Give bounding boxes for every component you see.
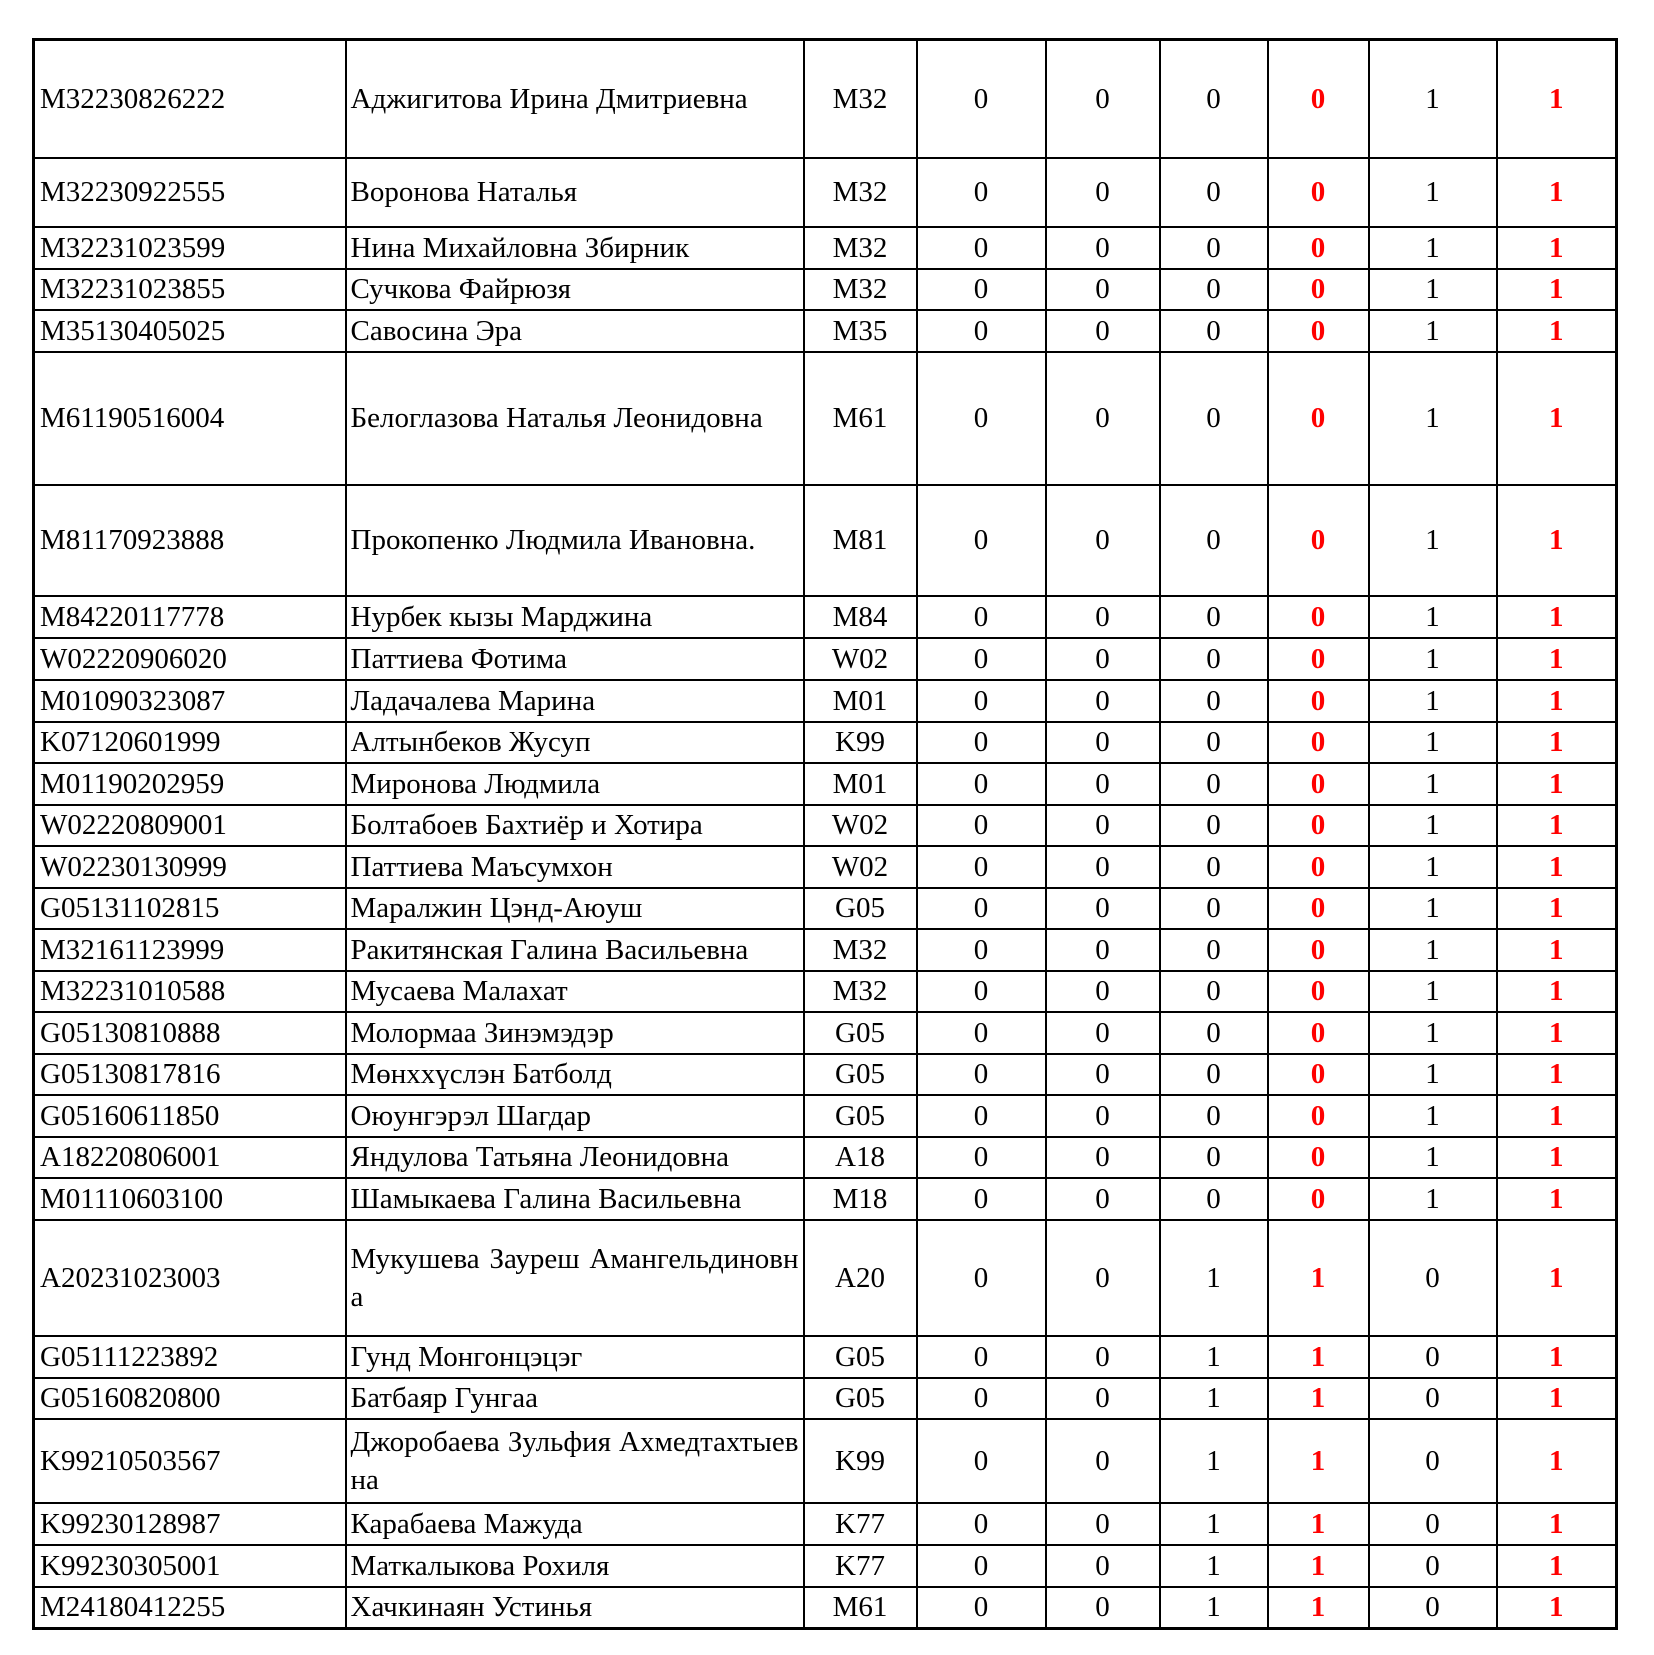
table-row: [34, 680, 1617, 722]
score-cell-6: 1: [1497, 1220, 1617, 1336]
score-cell-4: 0: [1268, 40, 1369, 158]
score-cell-2: 0: [1046, 352, 1160, 485]
score-cell-2: 0: [1046, 722, 1160, 763]
score-cell-1: 0: [917, 680, 1046, 722]
group-code-cell: M32: [804, 929, 917, 971]
score-cell-3: 0: [1160, 1095, 1268, 1137]
score-cell-2: 0: [1046, 846, 1160, 888]
participant-id-cell: W02220906020: [34, 638, 346, 680]
score-cell-2: 0: [1046, 1378, 1160, 1419]
participant-id-cell: W02220809001: [34, 805, 346, 846]
score-cell-4: 0: [1268, 680, 1369, 722]
participant-name-cell: Савосина Эра: [346, 310, 804, 352]
score-cell-6: 1: [1497, 763, 1617, 805]
score-cell-5: 1: [1369, 1054, 1497, 1095]
score-cell-4: 0: [1268, 485, 1369, 596]
score-cell-5: 0: [1369, 1545, 1497, 1587]
table-row: [34, 805, 1617, 846]
score-cell-5: 1: [1369, 1095, 1497, 1137]
group-code-cell: M32: [804, 971, 917, 1012]
participant-id-cell: A18220806001: [34, 1137, 346, 1178]
group-code-cell: G05: [804, 1012, 917, 1054]
score-cell-3: 0: [1160, 805, 1268, 846]
group-code-cell: A18: [804, 1137, 917, 1178]
score-cell-3: 0: [1160, 638, 1268, 680]
group-code-cell: M35: [804, 310, 917, 352]
score-cell-3: 0: [1160, 1137, 1268, 1178]
score-cell-6: 1: [1497, 1419, 1617, 1503]
table-row: [34, 929, 1617, 971]
participant-name-cell: Воронова Наталья: [346, 158, 804, 227]
score-cell-1: 0: [917, 1054, 1046, 1095]
table-row: [34, 158, 1617, 227]
participant-id-cell: M01110603100: [34, 1178, 346, 1220]
table-row: [34, 638, 1617, 680]
group-code-cell: M32: [804, 269, 917, 310]
participant-name-cell: Джоробаева Зульфия Ахмедтахтыевна: [346, 1419, 804, 1503]
score-cell-2: 0: [1046, 1137, 1160, 1178]
group-code-cell: W02: [804, 846, 917, 888]
score-cell-3: 1: [1160, 1378, 1268, 1419]
participant-name-cell: Маткалыкова Рохиля: [346, 1545, 804, 1587]
score-cell-5: 0: [1369, 1378, 1497, 1419]
score-cell-5: 1: [1369, 763, 1497, 805]
score-cell-1: 0: [917, 638, 1046, 680]
score-cell-4: 0: [1268, 1054, 1369, 1095]
participant-id-cell: W02230130999: [34, 846, 346, 888]
participant-name-cell: Шамыкаева Галина Васильевна: [346, 1178, 804, 1220]
score-cell-1: 0: [917, 1587, 1046, 1629]
score-cell-3: 0: [1160, 846, 1268, 888]
score-cell-3: 0: [1160, 929, 1268, 971]
score-cell-6: 1: [1497, 1178, 1617, 1220]
score-cell-1: 0: [917, 485, 1046, 596]
score-cell-4: 0: [1268, 638, 1369, 680]
score-cell-1: 0: [917, 888, 1046, 929]
score-cell-2: 0: [1046, 1336, 1160, 1378]
table-row: [34, 1378, 1617, 1419]
table-row: [34, 1178, 1617, 1220]
group-code-cell: W02: [804, 805, 917, 846]
score-cell-2: 0: [1046, 971, 1160, 1012]
score-cell-4: 0: [1268, 1095, 1369, 1137]
score-cell-1: 0: [917, 269, 1046, 310]
score-cell-3: 0: [1160, 485, 1268, 596]
participant-id-cell: K99230128987: [34, 1503, 346, 1545]
score-cell-6: 1: [1497, 1095, 1617, 1137]
participant-id-cell: M61190516004: [34, 352, 346, 485]
participant-name-cell: Оюунгэрэл Шагдар: [346, 1095, 804, 1137]
score-cell-3: 0: [1160, 971, 1268, 1012]
results-table: [32, 38, 1618, 1630]
score-cell-3: 0: [1160, 722, 1268, 763]
score-cell-3: 0: [1160, 269, 1268, 310]
score-cell-3: 0: [1160, 888, 1268, 929]
score-cell-5: 1: [1369, 846, 1497, 888]
group-code-cell: G05: [804, 1054, 917, 1095]
score-cell-2: 0: [1046, 763, 1160, 805]
score-cell-6: 1: [1497, 805, 1617, 846]
score-cell-3: 0: [1160, 310, 1268, 352]
participant-name-cell: Нина Михайловна Збирник: [346, 227, 804, 269]
score-cell-5: 0: [1369, 1503, 1497, 1545]
participant-name-cell: Ракитянская Галина Васильевна: [346, 929, 804, 971]
participant-name-cell: Гунд Монгонцэцэг: [346, 1336, 804, 1378]
score-cell-5: 1: [1369, 888, 1497, 929]
participant-id-cell: G05160820800: [34, 1378, 346, 1419]
participant-name-cell: Хачкинаян Устинья: [346, 1587, 804, 1629]
participant-name-cell: Паттиева Фотима: [346, 638, 804, 680]
table-row: [34, 1095, 1617, 1137]
score-cell-1: 0: [917, 722, 1046, 763]
table-body: [34, 40, 1617, 1629]
group-code-cell: G05: [804, 1378, 917, 1419]
table-row: [34, 1545, 1617, 1587]
score-cell-4: 1: [1268, 1378, 1369, 1419]
table-row: [34, 1054, 1617, 1095]
participant-name-cell: Нурбек кызы Марджина: [346, 596, 804, 638]
participant-id-cell: M32230826222: [34, 40, 346, 158]
participant-id-cell: G05130810888: [34, 1012, 346, 1054]
score-cell-3: 0: [1160, 158, 1268, 227]
score-cell-4: 0: [1268, 971, 1369, 1012]
table-row: [34, 1336, 1617, 1378]
score-cell-5: 1: [1369, 485, 1497, 596]
score-cell-1: 0: [917, 1545, 1046, 1587]
score-cell-5: 1: [1369, 1137, 1497, 1178]
score-cell-6: 1: [1497, 846, 1617, 888]
score-cell-4: 1: [1268, 1545, 1369, 1587]
score-cell-4: 0: [1268, 763, 1369, 805]
table-row: [34, 352, 1617, 485]
score-cell-6: 1: [1497, 1587, 1617, 1629]
score-cell-2: 0: [1046, 888, 1160, 929]
score-cell-1: 0: [917, 929, 1046, 971]
score-cell-6: 1: [1497, 1503, 1617, 1545]
table-row: [34, 485, 1617, 596]
score-cell-5: 1: [1369, 1178, 1497, 1220]
participant-id-cell: G05130817816: [34, 1054, 346, 1095]
score-cell-6: 1: [1497, 888, 1617, 929]
score-cell-5: 1: [1369, 929, 1497, 971]
table-row: [34, 1012, 1617, 1054]
participant-id-cell: M24180412255: [34, 1587, 346, 1629]
table-row: [34, 1137, 1617, 1178]
table-row: [34, 1220, 1617, 1336]
score-cell-5: 1: [1369, 680, 1497, 722]
score-cell-4: 0: [1268, 352, 1369, 485]
table-row: [34, 596, 1617, 638]
score-cell-4: 1: [1268, 1419, 1369, 1503]
participant-name-cell: Сучкова Файрюзя: [346, 269, 804, 310]
table-row: [34, 763, 1617, 805]
score-cell-1: 0: [917, 763, 1046, 805]
score-cell-5: 0: [1369, 1419, 1497, 1503]
score-cell-5: 0: [1369, 1220, 1497, 1336]
group-code-cell: M84: [804, 596, 917, 638]
participant-name-cell: Мөнххүслэн Батболд: [346, 1054, 804, 1095]
score-cell-5: 0: [1369, 1587, 1497, 1629]
score-cell-4: 0: [1268, 1012, 1369, 1054]
score-cell-3: 0: [1160, 1178, 1268, 1220]
score-cell-2: 0: [1046, 1220, 1160, 1336]
score-cell-6: 1: [1497, 1545, 1617, 1587]
score-cell-2: 0: [1046, 227, 1160, 269]
score-cell-5: 1: [1369, 352, 1497, 485]
score-cell-2: 0: [1046, 1012, 1160, 1054]
score-cell-2: 0: [1046, 269, 1160, 310]
score-cell-1: 0: [917, 158, 1046, 227]
score-cell-1: 0: [917, 1178, 1046, 1220]
score-cell-2: 0: [1046, 1095, 1160, 1137]
score-cell-2: 0: [1046, 805, 1160, 846]
participant-id-cell: M32231023855: [34, 269, 346, 310]
score-cell-1: 0: [917, 352, 1046, 485]
score-cell-6: 1: [1497, 269, 1617, 310]
score-cell-2: 0: [1046, 1419, 1160, 1503]
score-cell-6: 1: [1497, 158, 1617, 227]
score-cell-1: 0: [917, 1095, 1046, 1137]
group-code-cell: M01: [804, 680, 917, 722]
score-cell-5: 1: [1369, 638, 1497, 680]
participant-id-cell: M32231023599: [34, 227, 346, 269]
score-cell-4: 1: [1268, 1336, 1369, 1378]
participant-id-cell: M01190202959: [34, 763, 346, 805]
score-cell-6: 1: [1497, 1336, 1617, 1378]
score-cell-6: 1: [1497, 722, 1617, 763]
score-cell-4: 0: [1268, 929, 1369, 971]
score-cell-4: 0: [1268, 888, 1369, 929]
score-cell-3: 0: [1160, 1012, 1268, 1054]
participant-name-cell: Аджигитова Ирина Дмитриевна: [346, 40, 804, 158]
group-code-cell: G05: [804, 1336, 917, 1378]
score-cell-5: 1: [1369, 269, 1497, 310]
score-cell-3: 0: [1160, 1054, 1268, 1095]
score-cell-2: 0: [1046, 638, 1160, 680]
score-cell-3: 1: [1160, 1545, 1268, 1587]
table-row: [34, 310, 1617, 352]
score-cell-4: 1: [1268, 1587, 1369, 1629]
group-code-cell: K77: [804, 1545, 917, 1587]
score-cell-4: 0: [1268, 1137, 1369, 1178]
participant-name-cell: Алтынбеков Жусуп: [346, 722, 804, 763]
participant-id-cell: K07120601999: [34, 722, 346, 763]
score-cell-6: 1: [1497, 929, 1617, 971]
score-cell-1: 0: [917, 1503, 1046, 1545]
participant-id-cell: M32161123999: [34, 929, 346, 971]
table-row: [34, 269, 1617, 310]
group-code-cell: M61: [804, 352, 917, 485]
score-cell-6: 1: [1497, 1378, 1617, 1419]
score-cell-6: 1: [1497, 40, 1617, 158]
score-cell-4: 0: [1268, 310, 1369, 352]
score-cell-3: 1: [1160, 1503, 1268, 1545]
score-cell-3: 0: [1160, 680, 1268, 722]
score-cell-1: 0: [917, 1220, 1046, 1336]
score-cell-2: 0: [1046, 1545, 1160, 1587]
score-cell-6: 1: [1497, 227, 1617, 269]
participant-name-cell: Яндулова Татьяна Леонидовна: [346, 1137, 804, 1178]
group-code-cell: M32: [804, 40, 917, 158]
participant-id-cell: M84220117778: [34, 596, 346, 638]
score-cell-2: 0: [1046, 1587, 1160, 1629]
score-cell-3: 0: [1160, 352, 1268, 485]
score-cell-4: 0: [1268, 158, 1369, 227]
group-code-cell: G05: [804, 1095, 917, 1137]
score-cell-5: 1: [1369, 971, 1497, 1012]
table-row: [34, 227, 1617, 269]
score-cell-6: 1: [1497, 1012, 1617, 1054]
participant-id-cell: K99210503567: [34, 1419, 346, 1503]
score-cell-5: 1: [1369, 227, 1497, 269]
score-cell-1: 0: [917, 971, 1046, 1012]
score-cell-5: 1: [1369, 310, 1497, 352]
participant-name-cell: Карабаева Мажуда: [346, 1503, 804, 1545]
score-cell-4: 0: [1268, 1178, 1369, 1220]
score-cell-6: 1: [1497, 485, 1617, 596]
score-cell-2: 0: [1046, 485, 1160, 596]
participant-id-cell: M35130405025: [34, 310, 346, 352]
participant-id-cell: M81170923888: [34, 485, 346, 596]
participant-id-cell: M32231010588: [34, 971, 346, 1012]
score-cell-3: 0: [1160, 596, 1268, 638]
group-code-cell: M01: [804, 763, 917, 805]
score-cell-3: 1: [1160, 1587, 1268, 1629]
score-cell-1: 0: [917, 1137, 1046, 1178]
score-cell-2: 0: [1046, 680, 1160, 722]
score-cell-4: 0: [1268, 596, 1369, 638]
table-row: [34, 722, 1617, 763]
score-cell-3: 0: [1160, 763, 1268, 805]
score-cell-2: 0: [1046, 310, 1160, 352]
participant-name-cell: Ладачалева Марина: [346, 680, 804, 722]
score-cell-1: 0: [917, 805, 1046, 846]
score-cell-4: 1: [1268, 1220, 1369, 1336]
score-cell-6: 1: [1497, 971, 1617, 1012]
score-cell-1: 0: [917, 1012, 1046, 1054]
participant-name-cell: Маралжин Цэнд-Аюуш: [346, 888, 804, 929]
score-cell-6: 1: [1497, 1054, 1617, 1095]
score-cell-5: 1: [1369, 40, 1497, 158]
group-code-cell: G05: [804, 888, 917, 929]
score-cell-4: 0: [1268, 227, 1369, 269]
score-cell-1: 0: [917, 846, 1046, 888]
participant-name-cell: Миронова Людмила: [346, 763, 804, 805]
group-code-cell: M32: [804, 158, 917, 227]
score-cell-6: 1: [1497, 638, 1617, 680]
score-cell-5: 1: [1369, 1012, 1497, 1054]
score-cell-1: 0: [917, 596, 1046, 638]
score-cell-5: 1: [1369, 722, 1497, 763]
table-row: [34, 1503, 1617, 1545]
group-code-cell: M61: [804, 1587, 917, 1629]
participant-id-cell: G05111223892: [34, 1336, 346, 1378]
group-code-cell: K99: [804, 722, 917, 763]
score-cell-2: 0: [1046, 596, 1160, 638]
score-cell-3: 1: [1160, 1220, 1268, 1336]
participant-name-cell: Мусаева Малахат: [346, 971, 804, 1012]
score-cell-6: 1: [1497, 310, 1617, 352]
score-cell-2: 0: [1046, 1503, 1160, 1545]
participant-id-cell: M01090323087: [34, 680, 346, 722]
score-cell-1: 0: [917, 40, 1046, 158]
participant-id-cell: G05131102815: [34, 888, 346, 929]
participant-name-cell: Белоглазова Наталья Леонидовна: [346, 352, 804, 485]
score-cell-3: 0: [1160, 227, 1268, 269]
score-cell-1: 0: [917, 1378, 1046, 1419]
participant-name-cell: Паттиева Маъсумхон: [346, 846, 804, 888]
score-cell-2: 0: [1046, 929, 1160, 971]
participant-name-cell: Батбаяр Гунгаа: [346, 1378, 804, 1419]
score-cell-6: 1: [1497, 1137, 1617, 1178]
table-row: [34, 1419, 1617, 1503]
table-row: [34, 888, 1617, 929]
table-row: [34, 1587, 1617, 1629]
group-code-cell: K77: [804, 1503, 917, 1545]
group-code-cell: M32: [804, 227, 917, 269]
score-cell-6: 1: [1497, 680, 1617, 722]
participant-id-cell: M32230922555: [34, 158, 346, 227]
score-cell-3: 1: [1160, 1419, 1268, 1503]
score-cell-1: 0: [917, 310, 1046, 352]
score-cell-3: 1: [1160, 1336, 1268, 1378]
score-cell-5: 1: [1369, 158, 1497, 227]
table-row: [34, 971, 1617, 1012]
score-cell-5: 1: [1369, 596, 1497, 638]
score-cell-4: 0: [1268, 269, 1369, 310]
score-cell-4: 0: [1268, 805, 1369, 846]
score-cell-1: 0: [917, 1336, 1046, 1378]
score-cell-1: 0: [917, 227, 1046, 269]
participant-id-cell: G05160611850: [34, 1095, 346, 1137]
table-row: [34, 40, 1617, 158]
score-cell-2: 0: [1046, 1178, 1160, 1220]
participant-id-cell: K99230305001: [34, 1545, 346, 1587]
participant-name-cell: Молормаа Зинэмэдэр: [346, 1012, 804, 1054]
participant-id-cell: A20231023003: [34, 1220, 346, 1336]
score-cell-5: 1: [1369, 805, 1497, 846]
score-cell-4: 0: [1268, 846, 1369, 888]
score-cell-2: 0: [1046, 1054, 1160, 1095]
score-cell-2: 0: [1046, 40, 1160, 158]
group-code-cell: W02: [804, 638, 917, 680]
group-code-cell: M81: [804, 485, 917, 596]
participant-name-cell: Прокопенко Людмила Ивановна.: [346, 485, 804, 596]
score-cell-3: 0: [1160, 40, 1268, 158]
score-cell-4: 1: [1268, 1503, 1369, 1545]
score-cell-6: 1: [1497, 352, 1617, 485]
score-cell-4: 0: [1268, 722, 1369, 763]
score-cell-6: 1: [1497, 596, 1617, 638]
score-cell-1: 0: [917, 1419, 1046, 1503]
participant-name-cell: Болтабоев Бахтиёр и Хотира: [346, 805, 804, 846]
group-code-cell: M18: [804, 1178, 917, 1220]
participant-name-cell: Мукушева Зауреш Амангельдиновна: [346, 1220, 804, 1336]
score-cell-2: 0: [1046, 158, 1160, 227]
table-row: [34, 846, 1617, 888]
score-cell-5: 0: [1369, 1336, 1497, 1378]
group-code-cell: A20: [804, 1220, 917, 1336]
group-code-cell: K99: [804, 1419, 917, 1503]
